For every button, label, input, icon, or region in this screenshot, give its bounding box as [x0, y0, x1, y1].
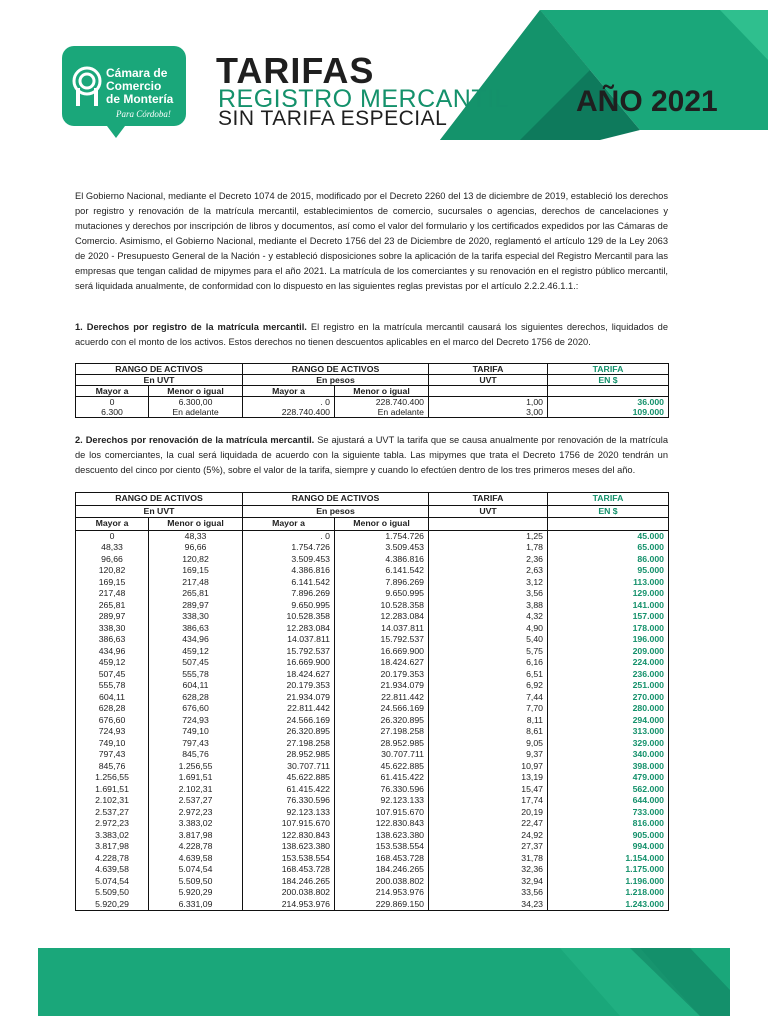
cell-mayor-pesos: 10.528.358	[243, 611, 335, 623]
cell-menor-uvt: 48,33	[149, 530, 243, 542]
cell-menor-uvt: 724,93	[149, 715, 243, 727]
cell-mayor-pesos: 12.283.084	[243, 623, 335, 635]
cell-menor-uvt: 5.074,54	[149, 864, 243, 876]
cell-menor-uvt: En adelante	[149, 407, 243, 418]
cell-menor-uvt: 628,28	[149, 692, 243, 704]
cell-menor-uvt: 338,30	[149, 611, 243, 623]
cell-mayor-pesos: 6.141.542	[243, 577, 335, 589]
cell-mayor-uvt: 749,10	[76, 738, 149, 750]
cell-menor-pesos: 229.869.150	[335, 899, 429, 911]
logo-line-3: de Montería	[106, 92, 174, 106]
header-tarifa-cop: TARIFA	[548, 364, 669, 375]
cell-tarifa-uvt: 8,61	[429, 726, 548, 738]
table-row	[76, 565, 669, 577]
page-title: TARIFAS	[216, 50, 375, 91]
table-row	[76, 634, 669, 646]
footer-decoration	[0, 940, 768, 1024]
cell-menor-uvt: 3.383,02	[149, 818, 243, 830]
cell-mayor-uvt: 797,43	[76, 749, 149, 761]
cell-mayor-pesos: 92.123.133	[243, 807, 335, 819]
cell-tarifa-uvt: 2,63	[429, 565, 548, 577]
cell-menor-pesos: 18.424.627	[335, 657, 429, 669]
cell-tarifa-cop: 816.000	[548, 818, 669, 830]
header-tarifa-uvt: TARIFA	[429, 493, 548, 506]
cell-tarifa-uvt: 1,00	[429, 397, 548, 408]
cell-tarifa-cop: 733.000	[548, 807, 669, 819]
cell-tarifa-cop: 1.154.000	[548, 853, 669, 865]
section-2-text: Se ajustará a UVT la tarifa que se causa anualmente por renovación de la matrícula de los comerciantes, la cual será liquidada de acuerdo con la siguiente tabla. Las mipymes que trata el Decreto 1756 de 2020 tendrán un descuento del cinco por ciento (5%), sobre el valor de la tarifa, siempre y cuando lo efectúen dentro de los tres primeros meses del año.	[75, 435, 668, 475]
table-row	[76, 600, 669, 612]
cell-tarifa-cop: 1.218.000	[548, 887, 669, 899]
header-mayor-a: Mayor a	[76, 386, 149, 397]
cell-menor-pesos: 6.141.542	[335, 565, 429, 577]
cell-mayor-pesos: 9.650.995	[243, 600, 335, 612]
cell-tarifa-cop: 236.000	[548, 669, 669, 681]
cell-menor-pesos: 153.538.554	[335, 841, 429, 853]
cell-mayor-pesos: . 0	[243, 530, 335, 542]
cell-tarifa-uvt: 6,51	[429, 669, 548, 681]
cell-mayor-uvt: 676,60	[76, 715, 149, 727]
cell-mayor-pesos: 28.952.985	[243, 749, 335, 761]
cell-tarifa-uvt: 4,90	[429, 623, 548, 635]
table-row	[76, 876, 669, 888]
cell-menor-pesos: 20.179.353	[335, 669, 429, 681]
cell-menor-pesos: En adelante	[335, 407, 429, 418]
cell-menor-uvt: 6.331,09	[149, 899, 243, 911]
cell-menor-pesos: 10.528.358	[335, 600, 429, 612]
cell-tarifa-uvt: 3,00	[429, 407, 548, 418]
cell-menor-pesos: 16.669.900	[335, 646, 429, 658]
cell-menor-pesos: 92.123.133	[335, 795, 429, 807]
table-row	[76, 715, 669, 727]
cell-menor-pesos: 1.754.726	[335, 530, 429, 542]
cell-menor-uvt: 169,15	[149, 565, 243, 577]
logo-line-1: Cámara de	[106, 66, 168, 80]
cell-menor-pesos: 214.953.976	[335, 887, 429, 899]
cell-tarifa-uvt: 22,47	[429, 818, 548, 830]
cell-mayor-uvt: 459,12	[76, 657, 149, 669]
cell-menor-pesos: 7.896.269	[335, 577, 429, 589]
table-row	[76, 669, 669, 681]
cell-tarifa-cop: 340.000	[548, 749, 669, 761]
header-menor-igual: Menor o igual	[335, 518, 429, 531]
section-1-text: El registro en la matrícula mercantil causará los siguientes derechos, liquidados de acuerdo con el monto de los activos. Estos derechos no tienen descuentos aplicables en el marco del Decreto 1756 de 2020.	[75, 322, 668, 347]
table-row	[76, 692, 669, 704]
cell-menor-uvt: 6.300,00	[149, 397, 243, 408]
cell-tarifa-uvt: 7,70	[429, 703, 548, 715]
cell-menor-uvt: 217,48	[149, 577, 243, 589]
cell-mayor-pesos: 228.740.400	[243, 407, 335, 418]
cell-tarifa-uvt: 27,37	[429, 841, 548, 853]
cell-tarifa-cop: 294.000	[548, 715, 669, 727]
cell-mayor-uvt: 5.920,29	[76, 899, 149, 911]
cell-mayor-pesos: 7.896.269	[243, 588, 335, 600]
cell-menor-pesos: 3.509.453	[335, 542, 429, 554]
cell-mayor-pesos: 24.566.169	[243, 715, 335, 727]
cell-menor-pesos: 12.283.084	[335, 611, 429, 623]
cell-mayor-uvt: 507,45	[76, 669, 149, 681]
cell-tarifa-uvt: 15,47	[429, 784, 548, 796]
cell-mayor-pesos: 16.669.900	[243, 657, 335, 669]
cell-tarifa-uvt: 24,92	[429, 830, 548, 842]
cell-mayor-pesos: 45.622.885	[243, 772, 335, 784]
header-rango-pesos: RANGO DE ACTIVOS	[243, 364, 429, 375]
table-row	[76, 887, 669, 899]
cell-tarifa-cop: 86.000	[548, 554, 669, 566]
year-label: AÑO 2021	[576, 85, 718, 118]
cell-menor-pesos: 138.623.380	[335, 830, 429, 842]
header-en-cop: EN $	[548, 505, 669, 518]
cell-menor-uvt: 3.817,98	[149, 830, 243, 842]
table-row	[76, 738, 669, 750]
cell-mayor-uvt: 169,15	[76, 577, 149, 589]
section-2-paragraph	[75, 433, 668, 478]
cell-tarifa-uvt: 5,40	[429, 634, 548, 646]
logo-tagline: Para Córdoba!	[116, 109, 171, 119]
header-rango-pesos: RANGO DE ACTIVOS	[243, 493, 429, 506]
cell-menor-uvt: 289,97	[149, 600, 243, 612]
cell-tarifa-cop: 479.000	[548, 772, 669, 784]
cell-menor-uvt: 434,96	[149, 634, 243, 646]
cell-mayor-uvt: 386,63	[76, 634, 149, 646]
renewal-fee-table	[75, 492, 669, 911]
cell-menor-pesos: 4.386.816	[335, 554, 429, 566]
cell-menor-uvt: 555,78	[149, 669, 243, 681]
cell-menor-uvt: 604,11	[149, 680, 243, 692]
cell-tarifa-cop: 905.000	[548, 830, 669, 842]
table-row	[76, 530, 669, 542]
cell-tarifa-uvt: 31,78	[429, 853, 548, 865]
header-menor-igual: Menor o igual	[335, 386, 429, 397]
page-subtitle-registro: REGISTRO MERCANTIL	[218, 85, 509, 113]
cell-mayor-uvt: 6.300	[76, 407, 149, 418]
cell-mayor-uvt: 604,11	[76, 692, 149, 704]
cell-tarifa-uvt: 20,19	[429, 807, 548, 819]
cell-mayor-uvt: 5.074,54	[76, 876, 149, 888]
cell-menor-uvt: 507,45	[149, 657, 243, 669]
header-tarifa-cop: TARIFA	[548, 493, 669, 506]
cell-mayor-pesos: 14.037.811	[243, 634, 335, 646]
cell-mayor-pesos: 18.424.627	[243, 669, 335, 681]
cell-tarifa-uvt: 3,12	[429, 577, 548, 589]
cell-mayor-pesos: 21.934.079	[243, 692, 335, 704]
table-row	[76, 703, 669, 715]
table-row	[76, 830, 669, 842]
table-row	[76, 726, 669, 738]
header-rango-uvt: RANGO DE ACTIVOS	[76, 364, 243, 375]
header-en-cop: EN $	[548, 375, 669, 386]
cell-menor-pesos: 22.811.442	[335, 692, 429, 704]
cell-mayor-uvt: 96,66	[76, 554, 149, 566]
table-row	[76, 807, 669, 819]
cell-mayor-pesos: 214.953.976	[243, 899, 335, 911]
table-row	[76, 784, 669, 796]
cell-tarifa-cop: 1.175.000	[548, 864, 669, 876]
cell-mayor-pesos: 3.509.453	[243, 554, 335, 566]
cell-mayor-pesos: 15.792.537	[243, 646, 335, 658]
cell-mayor-pesos: 76.330.596	[243, 795, 335, 807]
cell-menor-pesos: 61.415.422	[335, 772, 429, 784]
cell-mayor-pesos: 27.198.258	[243, 738, 335, 750]
section-2-heading: 2. Derechos por renovación de la matrícula mercantil.	[75, 435, 315, 445]
table-row	[76, 853, 669, 865]
cell-tarifa-cop: 224.000	[548, 657, 669, 669]
cell-menor-pesos: 200.038.802	[335, 876, 429, 888]
cell-tarifa-uvt: 10,97	[429, 761, 548, 773]
cell-tarifa-uvt: 1,78	[429, 542, 548, 554]
cell-menor-pesos: 14.037.811	[335, 623, 429, 635]
table-row	[76, 646, 669, 658]
table-row	[76, 542, 669, 554]
header-menor-igual: Menor o igual	[149, 386, 243, 397]
cell-mayor-pesos: 61.415.422	[243, 784, 335, 796]
table-row	[76, 772, 669, 784]
cell-tarifa-cop: 178.000	[548, 623, 669, 635]
cell-menor-uvt: 265,81	[149, 588, 243, 600]
cell-tarifa-uvt: 17,74	[429, 795, 548, 807]
cell-mayor-pesos: 26.320.895	[243, 726, 335, 738]
chamber-logo-icon	[70, 64, 104, 108]
header-uvt: UVT	[429, 505, 548, 518]
cell-mayor-uvt: 48,33	[76, 542, 149, 554]
table-row	[76, 657, 669, 669]
cell-tarifa-cop: 36.000	[548, 397, 669, 408]
header-en-pesos: En pesos	[243, 375, 429, 386]
cell-menor-uvt: 2.537,27	[149, 795, 243, 807]
cell-mayor-uvt: 724,93	[76, 726, 149, 738]
cell-tarifa-uvt: 8,11	[429, 715, 548, 727]
cell-mayor-uvt: 2.102,31	[76, 795, 149, 807]
cell-tarifa-uvt: 34,23	[429, 899, 548, 911]
cell-mayor-uvt: 338,30	[76, 623, 149, 635]
cell-menor-pesos: 168.453.728	[335, 853, 429, 865]
cell-mayor-uvt: 1.256,55	[76, 772, 149, 784]
cell-menor-uvt: 1.691,51	[149, 772, 243, 784]
cell-tarifa-cop: 45.000	[548, 530, 669, 542]
cell-menor-pesos: 27.198.258	[335, 726, 429, 738]
header-en-uvt: En UVT	[76, 505, 243, 518]
cell-menor-pesos: 21.934.079	[335, 680, 429, 692]
cell-tarifa-uvt: 32,36	[429, 864, 548, 876]
header-rango-uvt: RANGO DE ACTIVOS	[76, 493, 243, 506]
cell-mayor-uvt: 3.817,98	[76, 841, 149, 853]
cell-tarifa-cop: 270.000	[548, 692, 669, 704]
table-row	[76, 680, 669, 692]
table-row	[76, 397, 669, 408]
cell-mayor-uvt: 628,28	[76, 703, 149, 715]
cell-menor-pesos: 26.320.895	[335, 715, 429, 727]
cell-mayor-pesos: 20.179.353	[243, 680, 335, 692]
cell-menor-uvt: 1.256,55	[149, 761, 243, 773]
cell-mayor-uvt: 434,96	[76, 646, 149, 658]
cell-tarifa-uvt: 5,75	[429, 646, 548, 658]
cell-mayor-uvt: 2.972,23	[76, 818, 149, 830]
table-row	[76, 611, 669, 623]
cell-menor-uvt: 5.920,29	[149, 887, 243, 899]
cell-tarifa-cop: 251.000	[548, 680, 669, 692]
cell-mayor-pesos: 1.754.726	[243, 542, 335, 554]
cell-tarifa-uvt: 3,56	[429, 588, 548, 600]
cell-tarifa-uvt: 6,92	[429, 680, 548, 692]
cell-tarifa-cop: 95.000	[548, 565, 669, 577]
cell-tarifa-uvt: 9,37	[429, 749, 548, 761]
cell-mayor-uvt: 1.691,51	[76, 784, 149, 796]
cell-mayor-uvt: 0	[76, 530, 149, 542]
cell-mayor-uvt: 120,82	[76, 565, 149, 577]
cell-mayor-pesos: 184.246.265	[243, 876, 335, 888]
header-en-uvt: En UVT	[76, 375, 243, 386]
cell-menor-uvt: 120,82	[149, 554, 243, 566]
table-row	[76, 818, 669, 830]
cell-mayor-uvt: 555,78	[76, 680, 149, 692]
logo-badge-tail	[104, 122, 128, 138]
cell-menor-uvt: 459,12	[149, 646, 243, 658]
cell-menor-pesos: 24.566.169	[335, 703, 429, 715]
header-tarifa-uvt: TARIFA	[429, 364, 548, 375]
logo-text	[106, 67, 173, 106]
cell-tarifa-cop: 141.000	[548, 600, 669, 612]
table-row	[76, 554, 669, 566]
cell-tarifa-uvt: 3,88	[429, 600, 548, 612]
cell-tarifa-cop: 65.000	[548, 542, 669, 554]
header-en-pesos: En pesos	[243, 505, 429, 518]
cell-tarifa-cop: 562.000	[548, 784, 669, 796]
cell-tarifa-cop: 129.000	[548, 588, 669, 600]
cell-menor-pesos: 228.740.400	[335, 397, 429, 408]
cell-tarifa-cop: 329.000	[548, 738, 669, 750]
table-row	[76, 623, 669, 635]
cell-mayor-uvt: 4.228,78	[76, 853, 149, 865]
cell-tarifa-uvt: 4,32	[429, 611, 548, 623]
logo-line-2: Comercio	[106, 79, 162, 93]
cell-menor-uvt: 749,10	[149, 726, 243, 738]
table-row	[76, 577, 669, 589]
cell-mayor-pesos: 122.830.843	[243, 830, 335, 842]
cell-tarifa-uvt: 33,56	[429, 887, 548, 899]
cell-tarifa-cop: 280.000	[548, 703, 669, 715]
page-subtitle-sin-tarifa: SIN TARIFA ESPECIAL	[218, 107, 448, 130]
cell-menor-pesos: 76.330.596	[335, 784, 429, 796]
header-mayor-a: Mayor a	[76, 518, 149, 531]
table-row	[76, 795, 669, 807]
cell-mayor-pesos: 138.623.380	[243, 841, 335, 853]
cell-tarifa-cop: 157.000	[548, 611, 669, 623]
table-row	[76, 588, 669, 600]
cell-menor-uvt: 4.228,78	[149, 841, 243, 853]
header-uvt: UVT	[429, 375, 548, 386]
cell-tarifa-cop: 196.000	[548, 634, 669, 646]
header-mayor-a: Mayor a	[243, 386, 335, 397]
cell-menor-uvt: 4.639,58	[149, 853, 243, 865]
header-menor-igual: Menor o igual	[149, 518, 243, 531]
cell-mayor-pesos: 30.707.711	[243, 761, 335, 773]
cell-menor-uvt: 2.102,31	[149, 784, 243, 796]
registration-fee-table	[75, 363, 669, 418]
cell-mayor-pesos: . 0	[243, 397, 335, 408]
table-row	[76, 761, 669, 773]
cell-menor-uvt: 5.509,50	[149, 876, 243, 888]
cell-menor-uvt: 797,43	[149, 738, 243, 750]
cell-tarifa-cop: 1.243.000	[548, 899, 669, 911]
cell-mayor-pesos: 107.915.670	[243, 818, 335, 830]
cell-tarifa-cop: 209.000	[548, 646, 669, 658]
cell-mayor-uvt: 289,97	[76, 611, 149, 623]
table-row	[76, 407, 669, 418]
cell-tarifa-cop: 994.000	[548, 841, 669, 853]
cell-mayor-pesos: 200.038.802	[243, 887, 335, 899]
cell-menor-uvt: 96,66	[149, 542, 243, 554]
section-1-paragraph	[75, 320, 668, 350]
cell-menor-uvt: 845,76	[149, 749, 243, 761]
table-row	[76, 899, 669, 911]
cell-mayor-pesos: 22.811.442	[243, 703, 335, 715]
cell-menor-pesos: 15.792.537	[335, 634, 429, 646]
cell-mayor-uvt: 0	[76, 397, 149, 408]
cell-tarifa-cop: 113.000	[548, 577, 669, 589]
cell-tarifa-cop: 1.196.000	[548, 876, 669, 888]
cell-mayor-uvt: 5.509,50	[76, 887, 149, 899]
cell-mayor-uvt: 217,48	[76, 588, 149, 600]
cell-menor-pesos: 45.622.885	[335, 761, 429, 773]
table-row	[76, 749, 669, 761]
cell-mayor-pesos: 153.538.554	[243, 853, 335, 865]
intro-paragraph: El Gobierno Nacional, mediante el Decreto 1074 de 2015, modificado por el Decreto 2260 del 13 de diciembre de 2019, estableció los derechos por registro y renovación de la matrícula mercantil, establecimientos de comercio, sucursales o agencias, derechos de cancelaciones y mutaciones y derechos por inscripción de libros y documentos, así como el valor del formulario y los certificados expedidos por las Cámaras de Comercio. Asimismo, el Gobierno Nacional, mediante el Decreto 1756 del 23 de Diciembre de 2020, reglamentó el artículo 129 de la Ley 2063 de 2020 - Presupuesto General de la Nación - y estableció disposiciones sobre la aplicación de la tarifa especial del Registro Mercantil para las empresas que tengan calidad de mipymes para el año 2021. La matrícula de los comerciantes y su renovación en el registro público mercantil, será liquidada anualmente, de conformidad con lo dispuesto en las siguientes reglas previstas por el artículo 2.2.2.46.1.1.:	[75, 191, 668, 291]
cell-tarifa-uvt: 1,25	[429, 530, 548, 542]
cell-menor-uvt: 386,63	[149, 623, 243, 635]
cell-tarifa-cop: 313.000	[548, 726, 669, 738]
cell-menor-pesos: 184.246.265	[335, 864, 429, 876]
cell-menor-pesos: 28.952.985	[335, 738, 429, 750]
cell-tarifa-uvt: 13,19	[429, 772, 548, 784]
header-mayor-a: Mayor a	[243, 518, 335, 531]
cell-menor-uvt: 676,60	[149, 703, 243, 715]
cell-tarifa-uvt: 32,94	[429, 876, 548, 888]
table-row	[76, 841, 669, 853]
cell-menor-pesos: 122.830.843	[335, 818, 429, 830]
cell-mayor-uvt: 4.639,58	[76, 864, 149, 876]
cell-tarifa-uvt: 9,05	[429, 738, 548, 750]
cell-mayor-uvt: 2.537,27	[76, 807, 149, 819]
cell-mayor-uvt: 3.383,02	[76, 830, 149, 842]
cell-menor-pesos: 107.915.670	[335, 807, 429, 819]
cell-tarifa-uvt: 2,36	[429, 554, 548, 566]
table-row	[76, 864, 669, 876]
section-1-heading: 1. Derechos por registro de la matrícula mercantil.	[75, 322, 307, 332]
cell-mayor-pesos: 4.386.816	[243, 565, 335, 577]
cell-tarifa-cop: 109.000	[548, 407, 669, 418]
cell-menor-pesos: 30.707.711	[335, 749, 429, 761]
cell-mayor-pesos: 168.453.728	[243, 864, 335, 876]
cell-tarifa-uvt: 6,16	[429, 657, 548, 669]
cell-tarifa-cop: 644.000	[548, 795, 669, 807]
cell-tarifa-uvt: 7,44	[429, 692, 548, 704]
cell-menor-uvt: 2.972,23	[149, 807, 243, 819]
cell-mayor-uvt: 845,76	[76, 761, 149, 773]
cell-tarifa-cop: 398.000	[548, 761, 669, 773]
cell-mayor-uvt: 265,81	[76, 600, 149, 612]
cell-menor-pesos: 9.650.995	[335, 588, 429, 600]
